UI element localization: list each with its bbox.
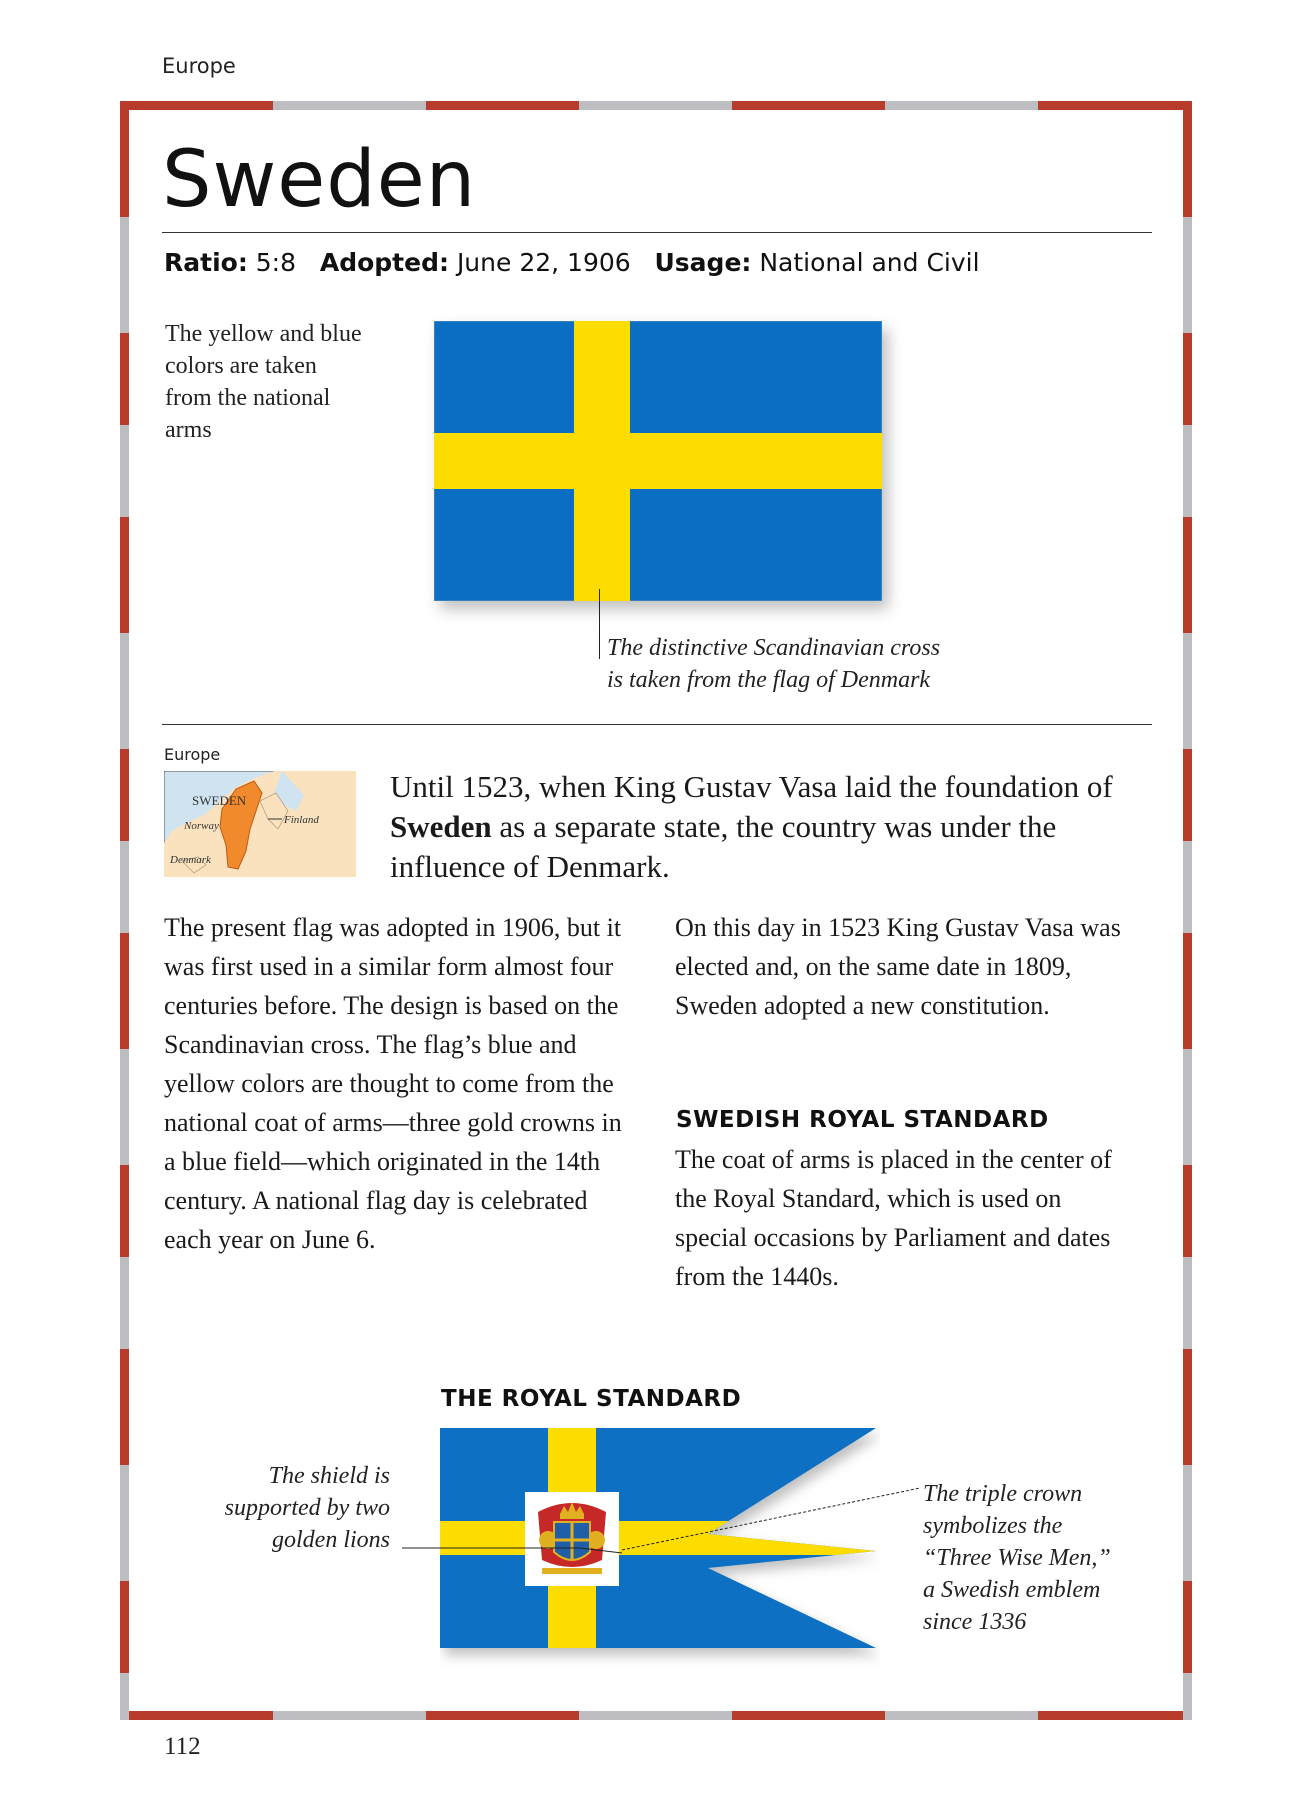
colors-note: The yellow and blue colors are taken from the national arms xyxy=(165,321,362,443)
locator-map xyxy=(164,771,356,877)
royal-note-right xyxy=(923,1478,1111,1638)
page-border-left xyxy=(120,101,129,1720)
page-border-right xyxy=(1183,101,1192,1720)
cross-callout-line xyxy=(599,589,600,659)
intro-bold-country: Sweden xyxy=(390,809,492,844)
body-column-1: The present flag was adopted in 1906, but it was first used in a similar form almost four centuries before. The design is based on the Scandinavian cross. The flag’s blue and yellow colors are thought to come from the national coat of arms—three gold crowns in a blue field—which originated in the 14th century. A national flag day is celebrated each year on June 6. xyxy=(164,913,622,1254)
royal-note-right-line-5: since 1336 xyxy=(923,1609,1027,1635)
map-label-norway: Norway xyxy=(184,820,219,832)
royal-callout-lines xyxy=(400,1470,940,1560)
page-title: Sweden xyxy=(162,135,477,225)
flag-meta xyxy=(164,248,980,277)
intro-paragraph xyxy=(390,767,1150,887)
royal-standard-title: THE ROYAL STANDARD xyxy=(441,1386,742,1412)
cross-note-line-1: The distinctive Scandinavian cross xyxy=(607,635,941,661)
royal-standard-text: The coat of arms is placed in the center of the Royal Standard, which is used on special occasions by Parliament and dates from the 1440s. xyxy=(675,1145,1112,1291)
royal-note-left: The shield is supported by two golden lions xyxy=(224,1463,390,1553)
national-flag xyxy=(434,321,882,601)
usage-value: National and Civil xyxy=(759,248,980,277)
locator-region: Europe xyxy=(164,745,221,764)
title-rule xyxy=(162,232,1152,233)
ratio-value: 5:8 xyxy=(255,248,297,277)
page-border-top xyxy=(120,101,1192,110)
map-label-sweden: SWEDEN xyxy=(192,793,247,808)
royal-note-right-line-2: symbolizes the xyxy=(923,1513,1063,1539)
usage-label: Usage: xyxy=(654,248,752,277)
section-rule xyxy=(162,724,1152,725)
adopted-value: June 22, 1906 xyxy=(456,248,631,277)
intro-text-before: Until 1523, when King Gustav Vasa laid the foundation of xyxy=(390,769,1113,804)
royal-note-right-line-1: The triple crown xyxy=(923,1481,1083,1507)
page-number: 112 xyxy=(164,1733,201,1760)
body-column-2: On this day in 1523 King Gustav Vasa was elected and, on the same date in 1809, Sweden adopted a new constitution. xyxy=(675,913,1121,1020)
intro-text-after: as a separate state, the country was under the influence of Denmark. xyxy=(390,809,1057,884)
royal-note-right-line-4: a Swedish emblem xyxy=(923,1577,1101,1603)
royal-standard-heading: SWEDISH ROYAL STANDARD xyxy=(676,1107,1049,1133)
royal-note-right-line-3: “Three Wise Men,” xyxy=(923,1545,1111,1571)
map-label-finland: Finland xyxy=(284,814,319,826)
adopted-label: Adopted: xyxy=(319,248,449,277)
page-border-bottom xyxy=(120,1711,1192,1720)
map-label-denmark: Denmark xyxy=(170,854,211,866)
ratio-label: Ratio: xyxy=(164,248,248,277)
running-header: Europe xyxy=(162,54,236,78)
cross-note-line-2: is taken from the flag of Denmark xyxy=(607,667,931,693)
